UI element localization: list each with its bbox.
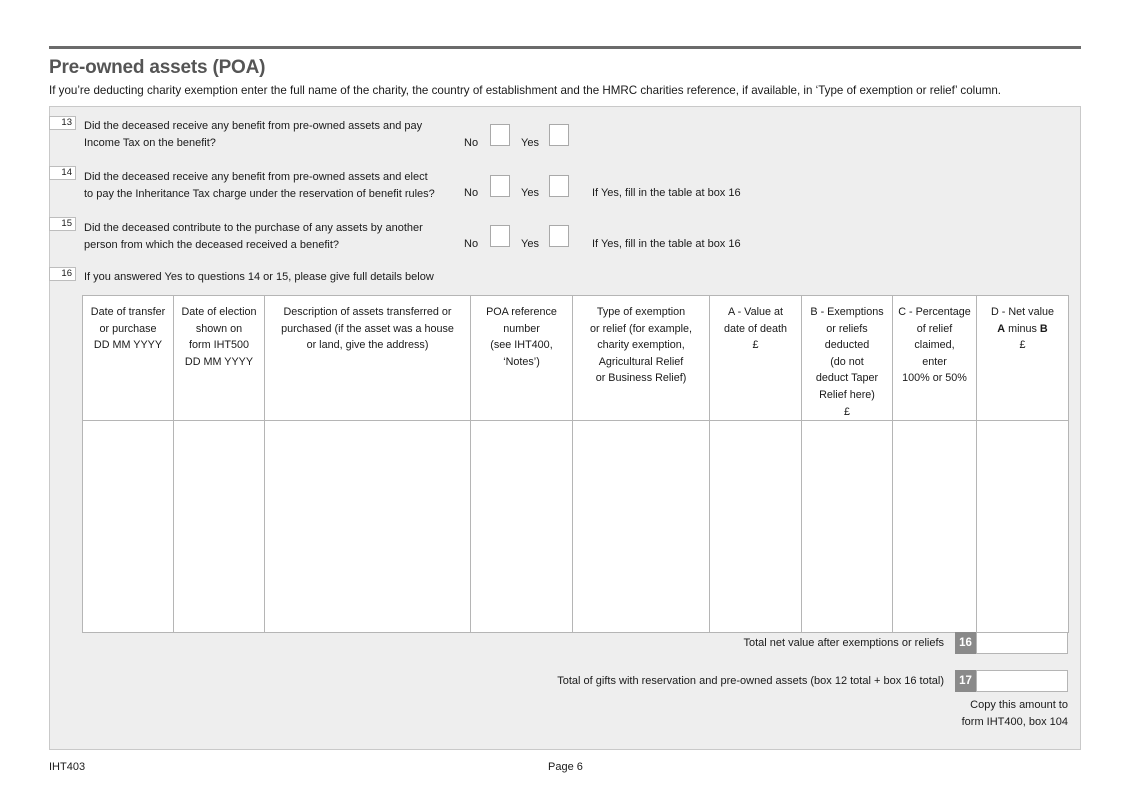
question-14-line1: Did the deceased receive any benefit from pre-owned assets and elect <box>84 171 428 183</box>
cell-percentage-relief[interactable] <box>893 421 977 633</box>
cell-type-of-exemption[interactable] <box>573 421 710 633</box>
question-15-no-checkbox[interactable] <box>490 225 510 247</box>
box-16-number: 16 <box>955 632 976 654</box>
col-header-exemptions-deducted: B - Exemptions or reliefs deducted (do not deduct Taper Relief here) £ <box>802 296 893 421</box>
cell-poa-reference[interactable] <box>471 421 573 633</box>
question-15-no-label: No <box>464 238 479 250</box>
cell-date-of-election[interactable] <box>174 421 265 633</box>
col-header-poa-reference: POA reference number (see IHT400, ‘Notes’) <box>471 296 573 421</box>
poa-details-table <box>82 295 1069 633</box>
cell-value-at-death[interactable] <box>710 421 802 633</box>
col-header-percentage-relief: C - Percentage of relief claimed, enter 100% or 50% <box>893 296 977 421</box>
col-header-net-value: D - Net value A minus B £ <box>977 296 1069 421</box>
question-15-number: 15 <box>49 217 76 231</box>
question-14-note: If Yes, fill in the table at box 16 <box>592 187 741 199</box>
form-code: IHT403 <box>49 761 86 773</box>
question-13-no-checkbox[interactable] <box>490 124 510 146</box>
col-header-date-of-transfer: Date of transfer or purchase DD MM YYYY <box>83 296 174 421</box>
cell-net-value[interactable] <box>977 421 1069 633</box>
question-15-line2: person from which the deceased received a benefit? <box>84 239 339 251</box>
question-13-yes-label: Yes <box>521 137 539 149</box>
copy-amount-note: Copy this amount to form IHT400, box 104 <box>961 699 1068 728</box>
question-16-number: 16 <box>49 267 76 281</box>
section-title: Pre-owned assets (POA) <box>49 57 266 78</box>
section-intro: If you’re deducting charity exemption enter the full name of the charity, the country of establishment and the HMRC charities reference, if available, in ‘Type of exemption or relief’ column. <box>49 84 1002 97</box>
question-15-note: If Yes, fill in the table at box 16 <box>592 238 741 250</box>
page-number: Page 6 <box>548 761 583 773</box>
cell-exemptions-deducted[interactable] <box>802 421 893 633</box>
question-14-yes-label: Yes <box>521 187 539 199</box>
table-header-row <box>83 296 1069 421</box>
col-header-value-at-death: A - Value at date of death £ <box>710 296 802 421</box>
question-15-yes-label: Yes <box>521 238 539 250</box>
cell-description[interactable] <box>265 421 471 633</box>
question-14-no-checkbox[interactable] <box>490 175 510 197</box>
col-header-date-of-election: Date of election shown on form IHT500 DD MM YYYY <box>174 296 265 421</box>
question-13-line2: Income Tax on the benefit? <box>84 137 216 149</box>
question-14-yes-checkbox[interactable] <box>549 175 569 197</box>
question-13-number: 13 <box>49 116 76 130</box>
question-15-yes-checkbox[interactable] <box>549 225 569 247</box>
question-13-text <box>84 118 422 152</box>
question-15-line1: Did the deceased contribute to the purchase of any assets by another <box>84 222 423 234</box>
table-row <box>83 421 1069 633</box>
col-header-type-of-exemption: Type of exemption or relief (for example, charity exemption, Agricultural Relief or Business Relief) <box>573 296 710 421</box>
question-15-text <box>84 220 423 254</box>
question-16-text: If you answered Yes to questions 14 or 15, please give full details below <box>84 271 434 283</box>
box-17-number: 17 <box>955 670 976 692</box>
box-17-label: Total of gifts with reservation and pre-owned assets (box 12 total + box 16 total) <box>557 675 944 687</box>
question-14-no-label: No <box>464 187 479 199</box>
col-header-description: Description of assets transferred or purchased (if the asset was a house or land, give the address) <box>265 296 471 421</box>
question-13-yes-checkbox[interactable] <box>549 124 569 146</box>
question-14-text <box>84 169 435 203</box>
box-16-total-field[interactable] <box>976 632 1068 654</box>
box-17-total-field[interactable] <box>976 670 1068 692</box>
question-13-no-label: No <box>464 137 479 149</box>
box-16-label: Total net value after exemptions or reliefs <box>743 637 944 649</box>
cell-date-of-transfer[interactable] <box>83 421 174 633</box>
question-13-line1: Did the deceased receive any benefit from pre-owned assets and pay <box>84 120 423 132</box>
question-14-number: 14 <box>49 166 76 180</box>
section-top-rule <box>49 46 1081 49</box>
question-14-line2: to pay the Inheritance Tax charge under the reservation of benefit rules? <box>84 188 435 200</box>
